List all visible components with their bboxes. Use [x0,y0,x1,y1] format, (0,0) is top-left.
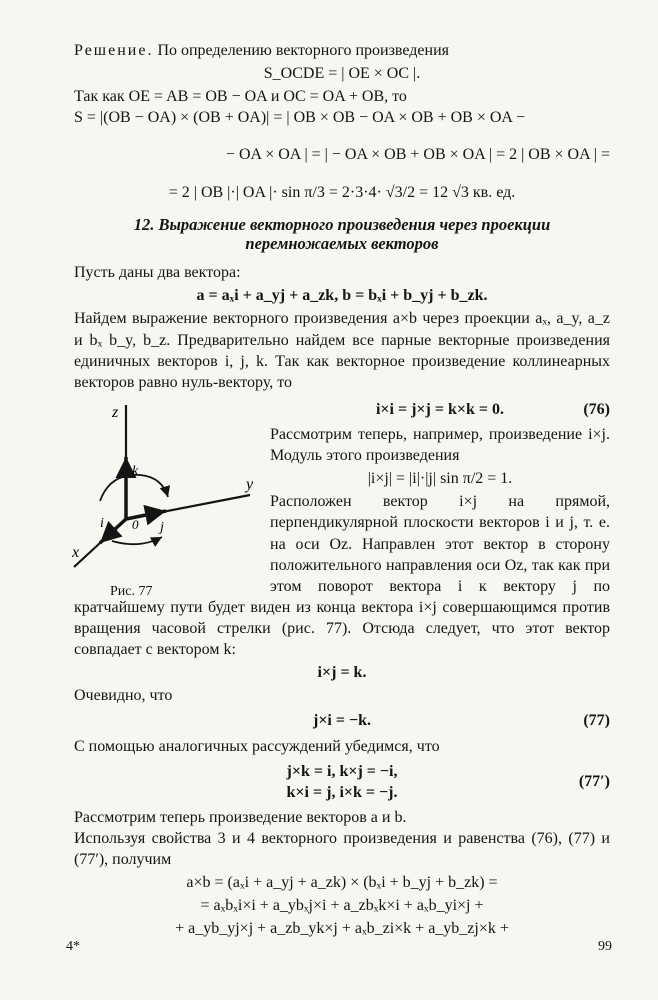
origin-label: 0 [132,516,139,532]
z-label: z [112,403,119,421]
equation-final-3: + a_yb_yj×j + a_zb_yk×j + aₓb_zi×k + a_yb_zj×k + [175,920,509,938]
paragraph-consider-ab: Рассмотрим теперь произведение векторов a и b. [74,808,407,826]
x-label: x [72,543,80,561]
page-content [74,40,610,942]
paragraph-obviously: Очевидно, что [74,687,173,705]
equation-final-1: a×b = (aₓi + a_yj + a_zk) × (bₓi + b_yj + b_zk) = [186,874,498,892]
paragraph-find-expression: Найдем выражение векторного произведения a×b через проекции aₓ, a_y, a_z и bₓ b_y, b_z. Предварительно найдем все парные векторные произведения единичных векторов i, j, k. Так как векторное произведение коллинеарных векторов равно нуль-вектору, то [74,310,610,391]
paragraph-using-properties: Используя свойства 3 и 4 векторного произведения и равенства (76), (77) и (77′), получим [74,829,610,869]
y-label: y [246,475,254,493]
equation-76-number: (76) [583,400,610,418]
formula-area: S_OCDE = | OE × OC |. [263,65,421,83]
j-label: j [160,519,164,535]
solution-line-d: − OA × OA | = | − OA × OB + OB × OA | = 2 | OB × OA | = [225,146,610,164]
solution-line-b: Так как OE = AB = OB − OA и OC = OA + OB, то [74,88,407,106]
solution-line-e: = 2 | OB |·| OA |· sin π/3 = 2·3·4· √3/2 = 12 √3 кв. ед. [168,183,516,201]
figure-caption: Рис. 77 [110,583,153,599]
solution-intro: Решение. По определению векторного произведения [74,42,450,59]
paragraph-direction: Расположен вектор i×j на прямой, перпендикулярной плоскости векторов i и j, т. е. на оси Oz. Направлен этот вектор в сторону положительного направления оси Oz, так как при этом поворот вектора i к вектору j по кратчайшему пути будет виден из конца вектора i×j совершающимся против вращения часовой стрелки (рис. 77). Отсюда следует, что этот вектор совпадает с вектором k: [74,493,610,659]
i-vector [100,519,126,543]
axes-diagram [70,397,260,587]
page-number: 99 [598,939,612,954]
paragraph-given-vectors: Пусть даны два вектора: [74,264,241,282]
paragraph-analogous: С помощью аналогичных рассуждений убедимся, что [74,737,440,755]
rotation-arrow-bottom [112,537,162,544]
i-label: i [100,515,104,531]
solution-label: Решение. [74,42,154,59]
equation-modulus: |i×j| = |i|·|j| sin π/2 = 1. [367,470,513,488]
equation-76: i×i = j×j = k×k = 0. (76) [74,399,610,420]
equation-final-2: = aₓbₓi×i + a_ybₓj×i + a_zbₓk×i + aₓb_yi×j + [200,897,484,915]
section-heading: 12. Выражение векторного произведения через проекции перемножаемых векторов [133,214,551,254]
signature-mark: 4* [66,939,80,954]
equation-ab: a = aₓi + a_yj + a_zk, b = bₓi + b_yj + b_zk. [196,287,488,305]
paragraph-consider-ixj: Рассмотрим теперь, например, произведение i×j. Модуль этого произведения [270,426,610,465]
equation-77: j×i = −k. (77) [74,710,610,731]
figure-77 [70,397,260,599]
equation-77-number: (77) [583,712,610,730]
solution-line-c: S = |(OB − OA) × (OB + OA)| = | OB × OB − OA × OB + OB × OA − [74,109,526,127]
equation-77-prime: j×k = i, k×j = −i, k×i = j, i×k = −j. (77′) [286,762,610,801]
equation-77-prime-number: (77′) [578,772,610,790]
k-label: k [132,463,139,479]
equation-ixj: i×j = k. [317,664,367,682]
